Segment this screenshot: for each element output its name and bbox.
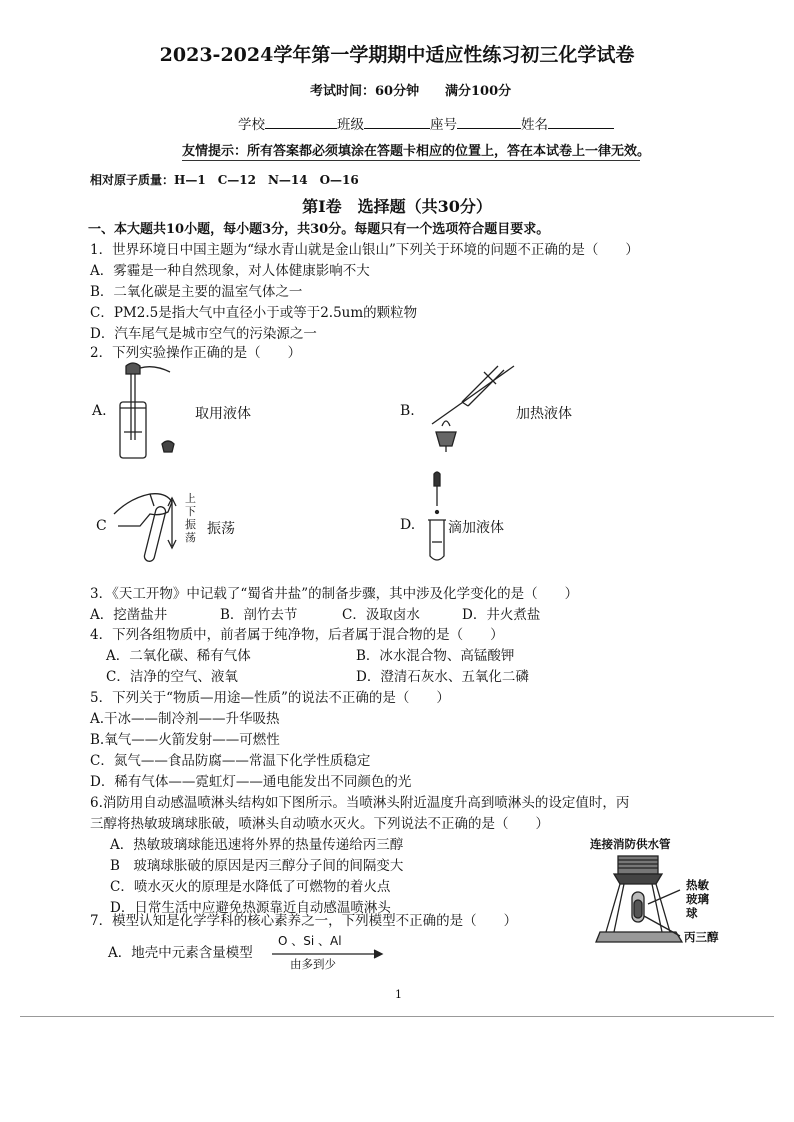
q4-option-a: A．二氧化碳、稀有气体 <box>106 648 251 664</box>
q2-b-text: 加热液体 <box>516 406 572 422</box>
q3-stem: 3．《天工开物》中记载了“蜀省井盐”的制备步骤，其中涉及化学变化的是（ ） <box>90 586 579 602</box>
q7-a-order: 由多到少 <box>290 957 336 971</box>
q2-b-illustration <box>412 362 522 452</box>
exam-time: 考试时间：60分钟 <box>310 84 420 99</box>
q4-stem: 4．下列各组物质中，前者属于纯净物，后者属于混合物的是（ ） <box>90 627 504 643</box>
q7-a-elements: O 、Si 、Al <box>278 934 342 948</box>
q6-sprinkler-illustration <box>596 852 686 952</box>
q3-option-a: A．挖凿盐井 <box>90 607 168 623</box>
q6-stem-line1: 6.消防用自动感温喷淋头结构如下图所示。当喷淋头附近温度升高到喷淋头的设定值时，丙 <box>90 795 630 811</box>
notice-underline <box>182 160 640 161</box>
class-label: 班级 <box>337 117 364 133</box>
school-blank <box>265 114 337 129</box>
q4-option-c: C．洁净的空气、液氧 <box>106 669 238 685</box>
exam-title: 2023-2024学年第一学期期中适应性练习初三化学试卷 <box>159 44 635 66</box>
q7-option-a-prefix: A．地壳中元素含量模型 <box>108 945 253 961</box>
q3-option-d: D．井火煮盐 <box>462 607 541 623</box>
q2-a-illustration <box>110 362 180 462</box>
q2-c-arrow-label: 上下振荡 <box>185 492 196 544</box>
q6-option-b: B 玻璃球胀破的原因是丙三醇分子间的间隔变大 <box>110 858 404 874</box>
section-instruction: 一、本大题共10小题，每小题3分，共30分。每题只有一个选项符合题目要求。 <box>88 222 550 237</box>
q6-fig-label-ball: 热敏玻璃球 <box>686 878 709 920</box>
q1-option-a: A．雾霾是一种自然现象，对人体健康影响不大 <box>90 263 370 279</box>
q3-option-c: C．汲取卤水 <box>342 607 420 623</box>
q1-option-d: D．汽车尾气是城市空气的污染源之一 <box>90 326 317 342</box>
q2-c-text: 振荡 <box>207 521 235 537</box>
school-label: 学校 <box>238 117 265 133</box>
q5-stem: 5．下列关于“物质—用途—性质”的说法不正确的是（ ） <box>90 690 450 706</box>
q5-option-c: C．氮气——食品防腐——常温下化学性质稳定 <box>90 753 371 769</box>
class-blank <box>364 114 430 129</box>
q4-option-d: D．澄清石灰水、五氧化二磷 <box>356 669 529 685</box>
q6-fig-label-pipe: 连接消防供水管 <box>590 837 671 851</box>
q1-stem: 1．世界环境日中国主题为“绿水青山就是金山银山”下列关于环境的问题不正确的是（ ） <box>90 242 639 258</box>
q2-b-letter: B. <box>400 403 415 419</box>
q2-stem: 2．下列实验操作正确的是（ ） <box>90 345 302 361</box>
q2-a-text: 取用液体 <box>195 406 251 422</box>
q4-option-b: B．冰水混合物、高锰酸钾 <box>356 648 515 664</box>
q7-stem: 7．模型认知是化学学科的核心素养之一，下列模型不正确的是（ ） <box>90 913 518 929</box>
q2-c-illustration <box>110 486 185 566</box>
page-number: 1 <box>395 988 402 1001</box>
section-title: 第Ⅰ卷 选择题（共30分） <box>302 197 492 216</box>
q1-option-b: B．二氧化碳是主要的温室气体之一 <box>90 284 303 300</box>
q6-option-a: A．热敏玻璃球能迅速将外界的热量传递给丙三醇 <box>110 837 404 853</box>
notice: 友情提示：所有答案都必须填涂在答题卡相应的位置上，答在本试卷上一律无效。 <box>182 144 651 159</box>
name-label: 姓名 <box>521 117 548 133</box>
atomic-mass: 相对原子质量：H—1 C—12 N—14 O—16 <box>90 173 359 187</box>
q5-option-a: A.干冰——制冷剂——升华吸热 <box>90 711 280 727</box>
full-score: 满分100分 <box>445 84 512 99</box>
q2-d-text: 滴加液体 <box>448 520 504 536</box>
q1-option-c: C．PM2.5是指大气中直径小于或等于2.5um的颗粒物 <box>90 305 418 321</box>
q5-option-d: D．稀有气体——霓虹灯——通电能发出不同颜色的光 <box>90 774 412 790</box>
q6-stem-line2: 三醇将热敏玻璃球胀破，喷淋头自动喷水灭火。下列说法不正确的是（ ） <box>90 816 549 832</box>
q2-d-letter: D. <box>400 517 416 533</box>
seat-label: 座号 <box>430 117 457 133</box>
student-info-row <box>238 114 614 134</box>
q6-option-d: D．日常生活中应避免热源靠近自动感温喷淋头 <box>110 900 391 916</box>
q3-option-b: B．剖竹去节 <box>220 607 298 623</box>
q6-fig-label-liquid: 丙三醇 <box>684 930 719 944</box>
q2-c-letter: C <box>96 518 107 534</box>
page-divider <box>20 1016 774 1017</box>
q2-a-letter: A. <box>92 403 107 419</box>
seat-blank <box>457 114 521 129</box>
q5-option-b: B.氧气——火箭发射——可燃性 <box>90 732 280 748</box>
q6-option-c: C．喷水灭火的原理是水降低了可燃物的着火点 <box>110 879 391 895</box>
name-blank <box>548 114 614 129</box>
